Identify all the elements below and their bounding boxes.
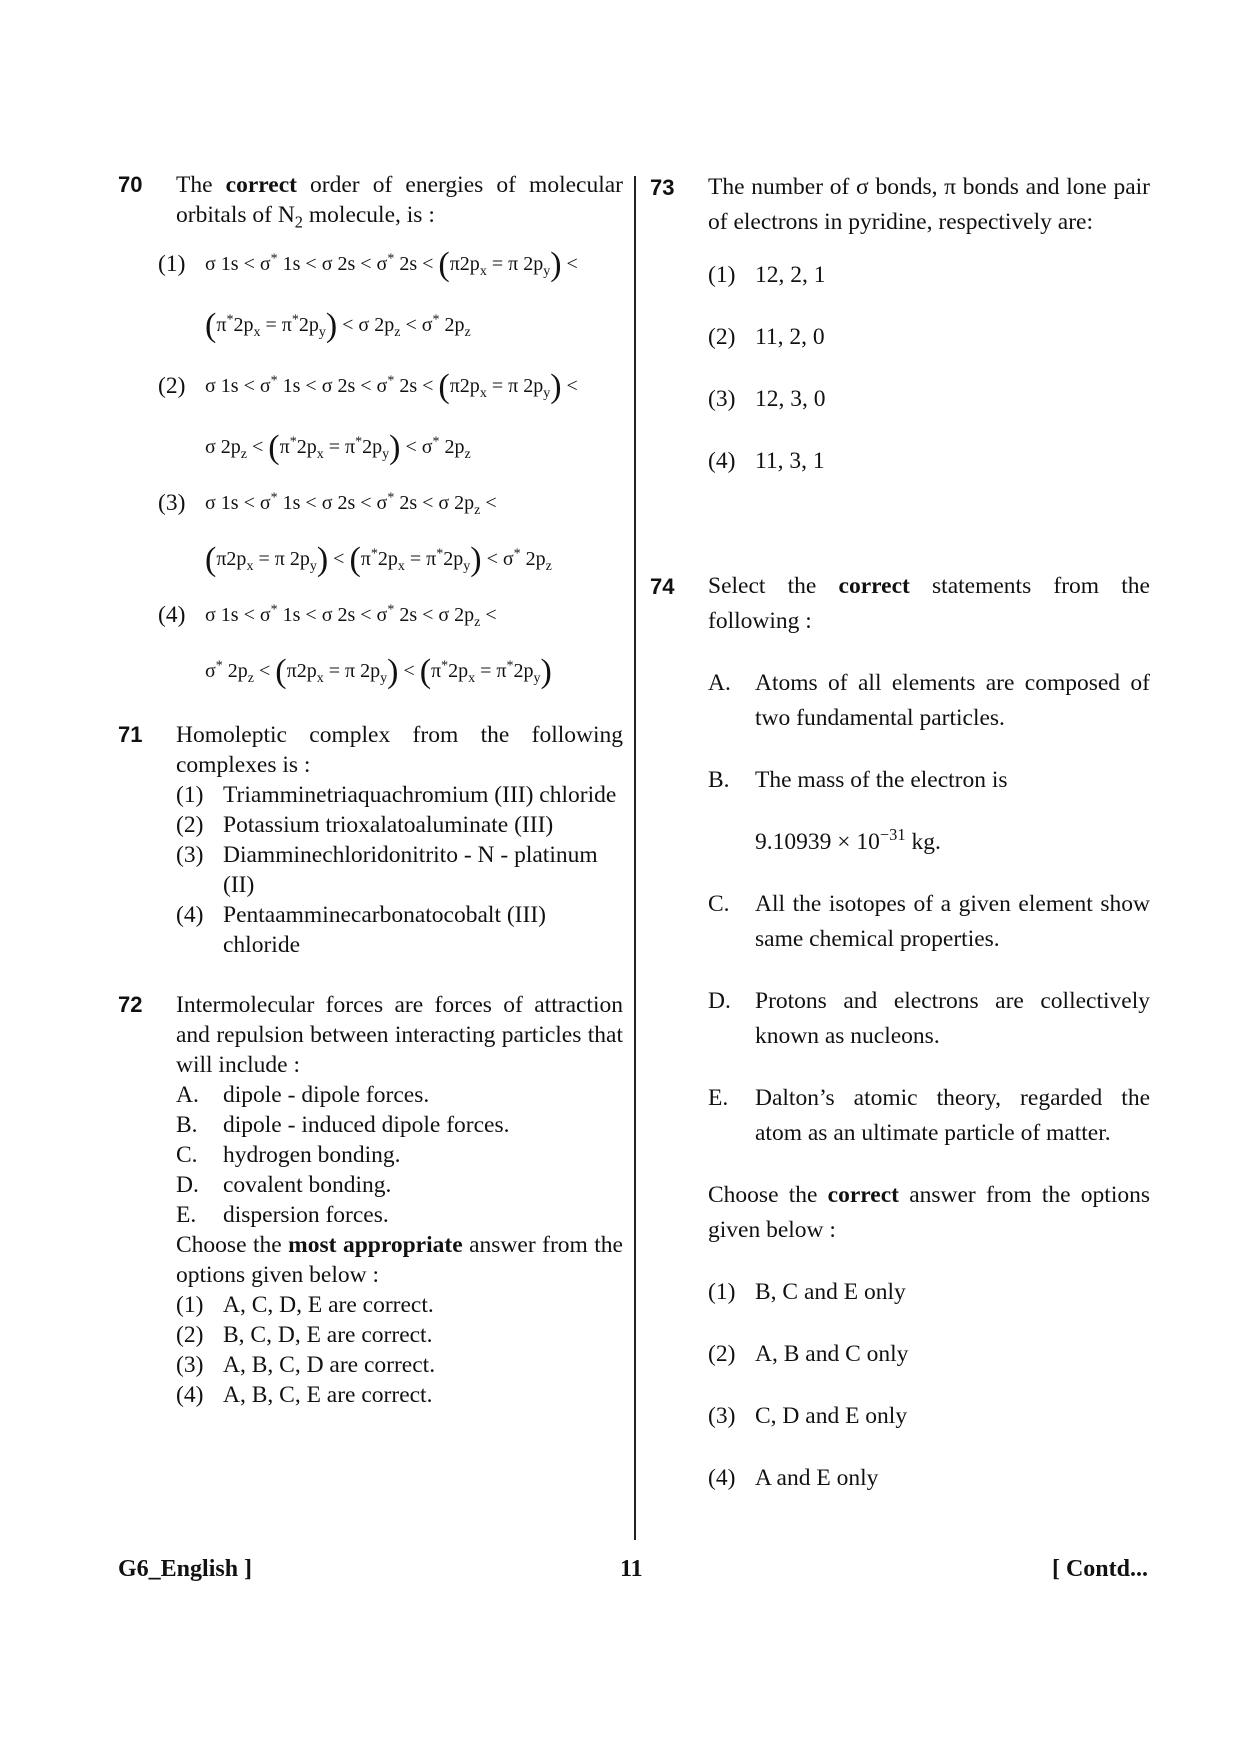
option-2[interactable]: (2) Potassium trioxalatoaluminate (III)	[176, 812, 554, 838]
left-column	[118, 170, 623, 1410]
page-number: 11	[620, 1556, 643, 1582]
option-3[interactable]: (3) Diamminechloridonitrito - N - platinum (II)	[176, 842, 598, 898]
statement-c: C. All the isotopes of a given element show same chemical properties.	[708, 891, 1150, 952]
question-number: 70	[118, 172, 143, 197]
option-4[interactable]: (4) 11, 3, 1	[708, 448, 825, 474]
footer-paper-code: G6_English ]	[118, 1556, 253, 1582]
question-71	[118, 720, 623, 960]
option-2[interactable]: (2) B, C, D, E are correct.	[176, 1322, 433, 1348]
option-3[interactable]: (3) A, B, C, D are correct.	[176, 1352, 436, 1378]
statement-b: B. The mass of the electron is	[708, 767, 1008, 793]
statement-d: D. Protons and electrons are collectively known as nucleons.	[708, 988, 1150, 1049]
option-formula-line-1: σ 1s < σ* 1s < σ 2s < σ* $2s < (\pi 2p_x = \pi$ $2p_y$) <	[205, 246, 578, 283]
option-3[interactable]: (3) C, D and E only	[708, 1403, 908, 1429]
question-stem: Homoleptic complex from the following complexes is :	[176, 722, 623, 778]
option-formula-line-1: σ 1s < σ* 1s < σ 2s < σ* 2s < σ $2p_z$ <	[205, 490, 497, 518]
question-70	[118, 170, 623, 230]
question-number: 71	[118, 722, 143, 747]
question-stem: Select the correct statements from the following :	[708, 573, 1150, 634]
option-2-line-2: σ $2p_z < (\pi^*2p_x = \pi^*2p_y) < \sigma^*$ $2p_z$	[205, 429, 471, 466]
question-number: 74	[650, 574, 675, 599]
option-4[interactable]: (4) A, B, C, E are correct.	[176, 1382, 433, 1408]
option-4[interactable]: (4) A and E only	[708, 1465, 879, 1491]
option-4[interactable]: (4) σ 1s < σ* 1s < σ 2s < σ* 2s < σ $2p_z$ <	[158, 602, 497, 630]
option-formula-line-1: σ 1s < σ* 1s < σ 2s < σ* 2s < σ $2p_z$ <	[205, 602, 497, 630]
statement-e: E. dispersion forces.	[176, 1202, 389, 1228]
statement-a: A. Atoms of all elements are composed of two fundamental particles.	[708, 670, 1150, 731]
statement-b: B. dipole - induced dipole forces.	[176, 1112, 510, 1138]
option-2[interactable]: (2) A, B and C only	[708, 1341, 909, 1367]
column-divider	[634, 176, 636, 1540]
option-2[interactable]: (2) σ 1s < σ* 1s < σ 2s < σ* $2s < (\pi 2p_x = \pi$ $2p_y$) <	[158, 368, 578, 405]
option-3[interactable]: (3) 12, 3, 0	[708, 386, 826, 412]
statement-a: A. dipole - dipole forces.	[176, 1082, 430, 1108]
question-73	[650, 170, 1150, 479]
option-4-line-2: σ* $2p_z < (\pi 2p_x = \pi$ $2p_y) < (\pi^*2p_x = \pi^*2p_y)$	[205, 653, 552, 690]
option-1[interactable]: (1) σ 1s < σ* 1s < σ 2s < σ* $2s < (\pi 2p_x = \pi$ $2p_y$) <	[158, 246, 578, 283]
option-4[interactable]: (4) Pentaamminecarbonatocobalt (III) chloride	[176, 902, 546, 958]
statement-e: E. Dalton’s atomic theory, regarded the atom as an ultimate particle of matter.	[708, 1085, 1150, 1146]
electron-mass-value: $9.10939 \times 10^{-31}$ kg.	[755, 825, 941, 855]
option-1[interactable]: (1) 12, 2, 1	[708, 262, 826, 288]
question-stem: The number of σ bonds, π bonds and lone pair of electrons in pyridine, respectively are:	[708, 174, 1150, 235]
question-number: 73	[650, 175, 675, 200]
question-stem: The correct order of energies of molecular orbitals of $N_2$ molecule, is :	[176, 172, 623, 232]
question-74	[650, 569, 1150, 1496]
right-column	[650, 170, 1150, 1496]
choose-instruction: Choose the correct answer from the options given below :	[708, 1182, 1150, 1243]
question-72	[118, 990, 623, 1410]
option-2[interactable]: (2) 11, 2, 0	[708, 324, 825, 350]
choose-instruction: Choose the most appropriate answer from the options given below :	[176, 1232, 623, 1288]
q70-options	[158, 236, 623, 704]
statement-d: D. covalent bonding.	[176, 1172, 392, 1198]
option-1-line-2: $(\pi^*2p_x = \pi^*2p_y) < \sigma$ $2p_z < \sigma^*$ $2p_z$	[205, 307, 471, 344]
question-stem: Intermolecular forces are forces of attraction and repulsion between interacting particles that will include :	[176, 992, 623, 1078]
footer-continued: [ Contd...	[1051, 1556, 1148, 1582]
statement-c: C. hydrogen bonding.	[176, 1142, 401, 1168]
option-formula-line-1: σ 1s < σ* 1s < σ 2s < σ* $2s < (\pi 2p_x = \pi$ $2p_y$) <	[205, 368, 578, 405]
option-1[interactable]: (1) B, C and E only	[708, 1279, 906, 1305]
option-1[interactable]: (1) Triamminetriaquachromium (III) chloride	[176, 782, 617, 808]
option-1[interactable]: (1) A, C, D, E are correct.	[176, 1292, 434, 1318]
option-3[interactable]: (3) σ 1s < σ* 1s < σ 2s < σ* 2s < σ $2p_z$ <	[158, 490, 497, 518]
option-3-line-2: ($\pi 2p_x = \pi$ $2p_y) < (\pi^*2p_x = \pi^*2p_y) < \sigma^*$ $2p_z$	[205, 541, 552, 578]
question-number: 72	[118, 992, 143, 1017]
